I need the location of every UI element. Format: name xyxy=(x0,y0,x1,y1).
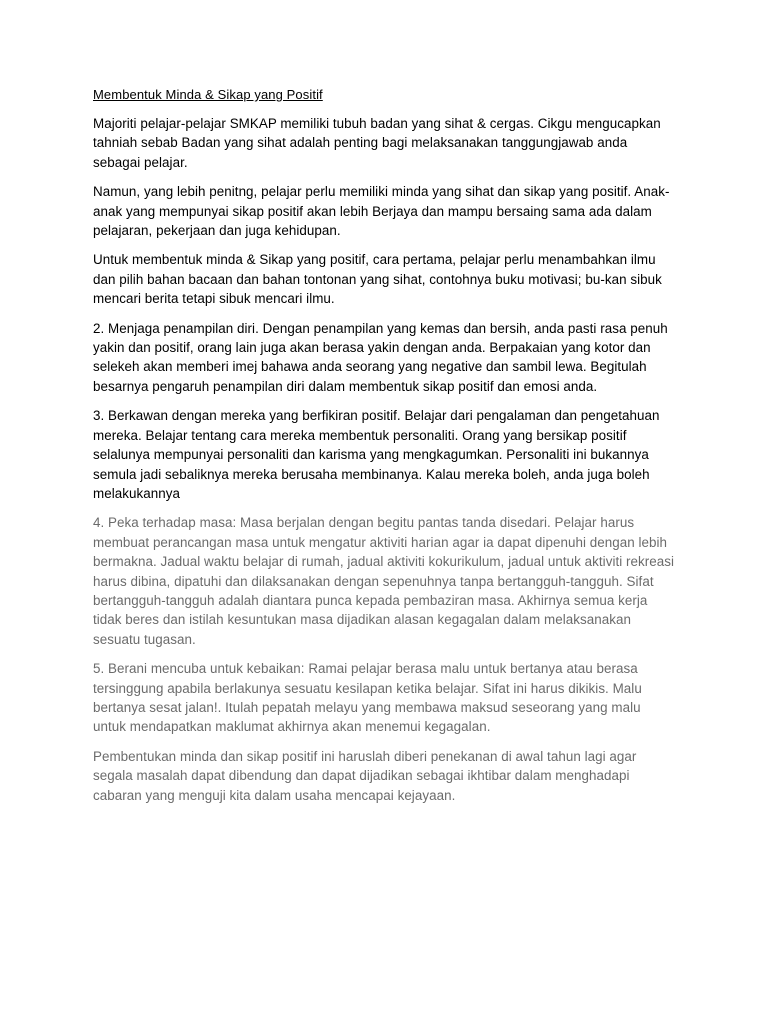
document-page xyxy=(93,86,675,815)
paragraph-point-2: 2. Menjaga penampilan diri. Dengan penampilan yang kemas dan bersih, anda pasti rasa penuh yakin dan positif, orang lain juga akan berasa yakin dengan anda. Berpakaian yang kotor dan selekeh akan memberi imej bahawa anda seorang yang negative dan sambil lewa. Begitulah besarnya pengaruh penampilan diri dalam membentuk sikap positif dan emosi anda. xyxy=(93,320,668,394)
paragraph-point-1: Untuk membentuk minda & Sikap yang positif, cara pertama, pelajar perlu menambahkan ilmu dan pilih bahan bacaan dan bahan tontonan yang sihat, contohnya buku motivasi; bu-kan sibuk mencari berita tetapi sibuk mencari ilmu. xyxy=(93,252,662,307)
paragraph-conclusion: Pembentukan minda dan sikap positif ini haruslah diberi penekanan di awal tahun lagi agar segala masalah dapat dibendung dan dapat dijadikan sebagai ikhtibar dalam menghadapi cabaran yang menguji kita dalam usaha mencapai kejayaan. xyxy=(93,748,637,803)
document-title: Membentuk Minda & Sikap yang Positif xyxy=(93,87,323,102)
paragraph-point-5: 5. Berani mencuba untuk kebaikan: Ramai pelajar berasa malu untuk bertanya atau berasa tersinggung apabila berlakunya sesuatu kesilapan ketika belajar. Sifat ini harus dikikis. Malu bertanya sesat jalan!. Itulah pepatah melayu yang membawa maksud seseorang yang malu untuk mendapatkan maklumat akhirnya akan menemui kegagalan. xyxy=(93,661,642,735)
paragraph-point-3: 3. Berkawan dengan mereka yang berfikiran positif. Belajar dari pengalaman dan pengetahuan mereka. Belajar tentang cara mereka membentuk personaliti. Orang yang bersikap positif selalunya mempunyai personaliti dan karisma yang mengkagumkan. Personaliti ini bukannya semula jadi sebaliknya mereka berusaha membinanya. Kalau mereka boleh, anda juga boleh melakukannya xyxy=(93,408,660,501)
paragraph-namun: Namun, yang lebih penitng, pelajar perlu memiliki minda yang sihat dan sikap yang positif. Anak-anak yang mempunyai sikap positif akan lebih Berjaya dan mampu bersaing sama ada dalam pelajaran, pekerjaan dan juga kehidupan. xyxy=(93,184,670,239)
paragraph-point-4: 4. Peka terhadap masa: Masa berjalan dengan begitu pantas tanda disedari. Pelajar harus membuat perancangan masa untuk mengatur aktiviti harian agar ia dapat dipenuhi dengan lebih bermakna. Jadual waktu belajar di rumah, jadual aktiviti kokurikulum, jadual untuk aktiviti rekreasi harus dibina, dipatuhi dan dilaksanakan dengan sepenuhnya tanpa bertangguh-tangguh. Sifat bertangguh-tangguh adalah diantara punca kepada pembaziran masa. Akhirnya semua kerja tidak beres dan istilah kesuntukan masa dijadikan alasan kegagalan dalam melaksanakan sesuatu tugasan. xyxy=(93,515,675,647)
paragraph-intro: Majoriti pelajar-pelajar SMKAP memiliki tubuh badan yang sihat & cergas. Cikgu mengucapkan tahniah sebab Badan yang sihat adalah penting bagi melaksanakan tanggungjawab anda sebagai pelajar. xyxy=(93,116,661,170)
